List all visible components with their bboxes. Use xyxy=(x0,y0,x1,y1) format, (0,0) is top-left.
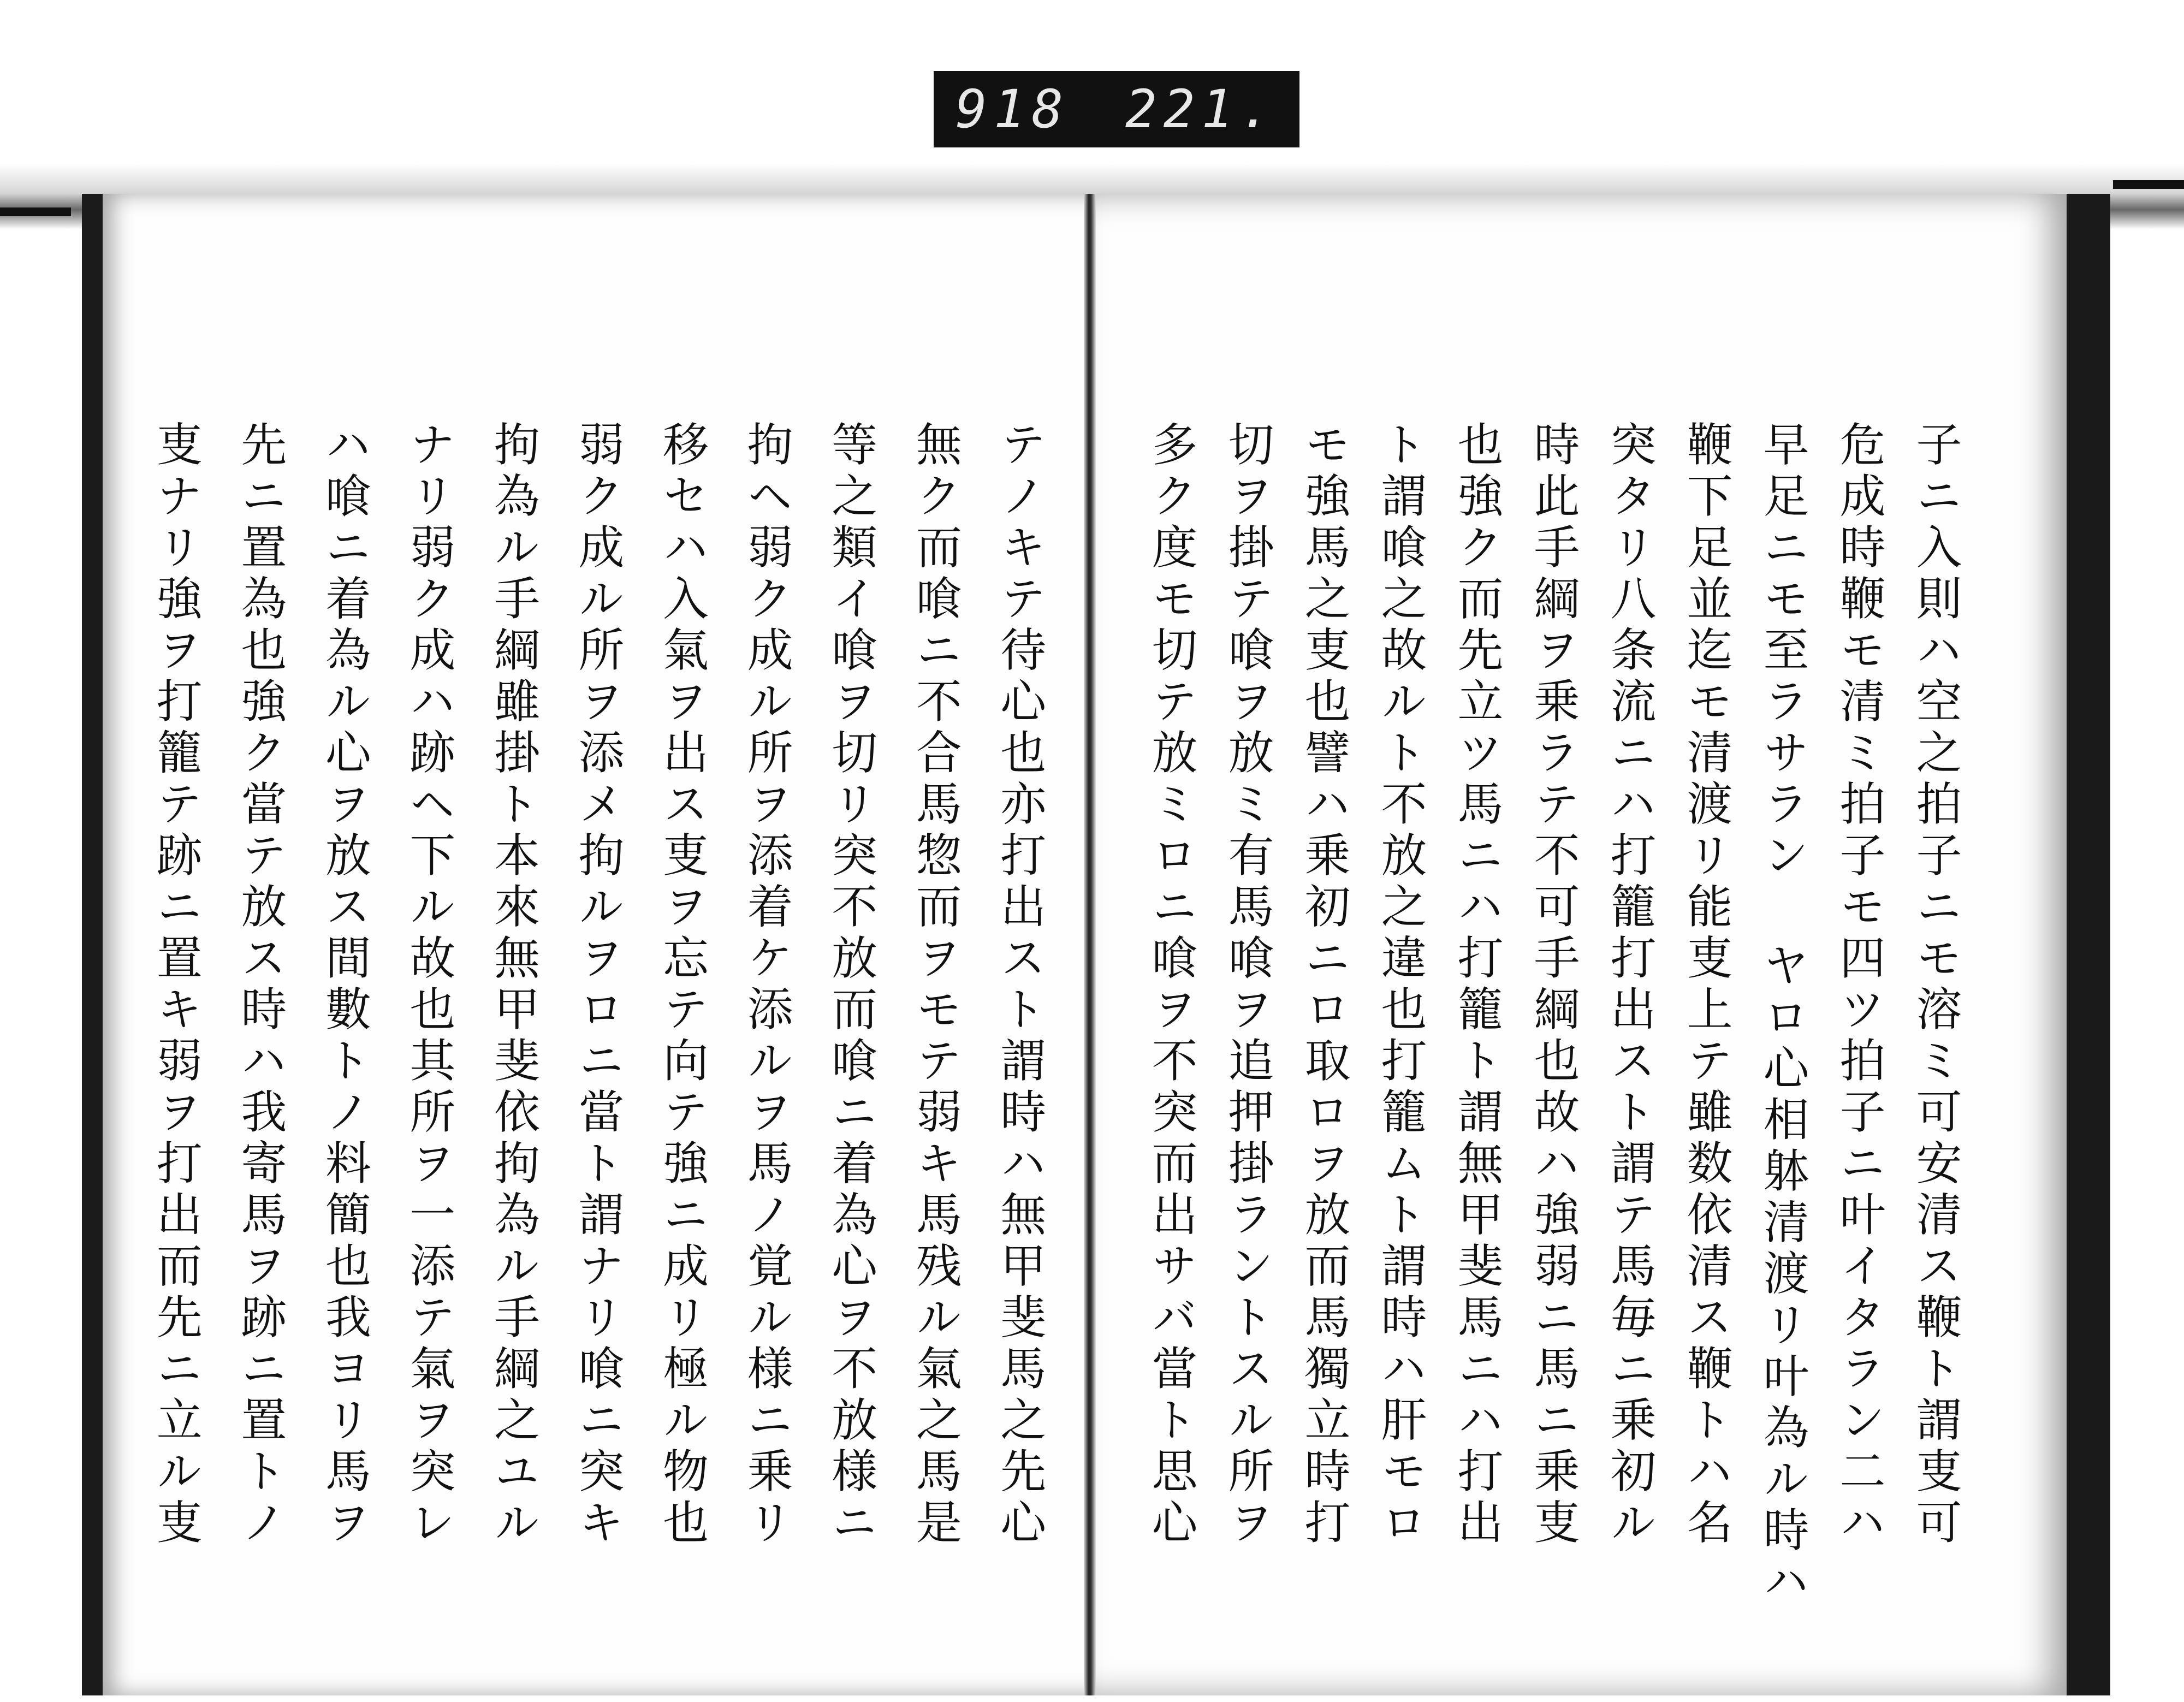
text-column: 時此手綱ヲ乗ラテ不可手綱也故ハ強弱ニ馬ニ乗叓 xyxy=(1527,420,1580,1550)
left-edge-line xyxy=(0,207,71,216)
text-column: 也強ク而先立ツ馬ニハ打籠ト謂無甲斐馬ニハ打出 xyxy=(1450,420,1504,1550)
text-column: 早足ニモ至ラサラン ヤロ心相躰清渡リ叶為ル時ハ xyxy=(1756,420,1809,1609)
text-column: 多ク度モ切テ放ミロニ喰ヲ不突而出サバ當ト思心 xyxy=(1144,420,1198,1550)
left-page-text xyxy=(134,420,1062,1550)
text-column: 危成時鞭モ清ミ拍子モ四ツ拍子ニ叶イタラン二ハ xyxy=(1832,420,1886,1550)
text-column: 拘ヘ弱ク成ル所ヲ添着ケ添ルヲ馬ノ覚ル様ニ乗リ xyxy=(740,420,794,1550)
text-column: 子ニ入則ハ空之拍子ニモ溶ミ可安清ス鞭ト謂叓可 xyxy=(1909,420,1962,1550)
text-column: ナリ弱ク成ハ跡ヘ下ル故也其所ヲ一添テ氣ヲ突レ xyxy=(402,420,456,1550)
text-column: 切ヲ掛テ喰ヲ放ミ有馬喰ヲ追押掛ラントスル所ヲ xyxy=(1221,420,1274,1550)
text-column: ハ喰ニ着為ル心ヲ放ス間數トノ料簡也我ヨリ馬ヲ xyxy=(318,420,372,1550)
right-edge-line xyxy=(2113,180,2184,189)
text-column: 無ク而喰ニ不合馬惣而ヲモテ弱キ馬残ル氣之馬是 xyxy=(909,420,963,1550)
text-column: 鞭下足並迄モ清渡リ能叓上テ雖数依清ス鞭トハ名 xyxy=(1679,420,1733,1550)
text-column: 移セハ入氣ヲ出ス叓ヲ忘テ向テ強ニ成リ極ル物也 xyxy=(655,420,709,1550)
text-column: 弱ク成ル所ヲ添メ拘ルヲロニ當ト謂ナリ喰ニ突キ xyxy=(571,420,625,1550)
text-column: 先ニ置為也強ク當テ放ス時ハ我寄馬ヲ跡ニ置トノ xyxy=(233,420,287,1550)
book-gutter xyxy=(1084,194,1096,1695)
text-column: 叓ナリ強ヲ打籠テ跡ニ置キ弱ヲ打出而先ニ立ル叓 xyxy=(149,420,203,1550)
text-column: 等之類イ喰ヲ切リ突不放而喰ニ着為心ヲ不放様ニ xyxy=(824,420,878,1550)
text-column: 拘為ル手綱雖掛ト本來無甲斐依拘為ル手綱之ユル xyxy=(486,420,541,1550)
frame-number-left: 918 xyxy=(956,79,1070,140)
text-column: テノキテ待心也亦打出スト謂時ハ無甲斐馬之先心 xyxy=(993,420,1047,1550)
text-column: ト謂喰之故ルト不放之違也打籠ムト謂時ハ肝モロ xyxy=(1374,420,1427,1550)
frame-number-right: 221. xyxy=(1125,79,1278,140)
text-column: 突タリ八条流ニハ打籠打出スト謂テ馬毎ニ乗初ル xyxy=(1603,420,1657,1550)
right-page-text xyxy=(1133,420,1974,1609)
frame-number-label xyxy=(934,71,1299,147)
text-column: モ強馬之叓也譬ハ乗初ニロ取ロヲ放而馬獨立時打 xyxy=(1297,420,1351,1550)
